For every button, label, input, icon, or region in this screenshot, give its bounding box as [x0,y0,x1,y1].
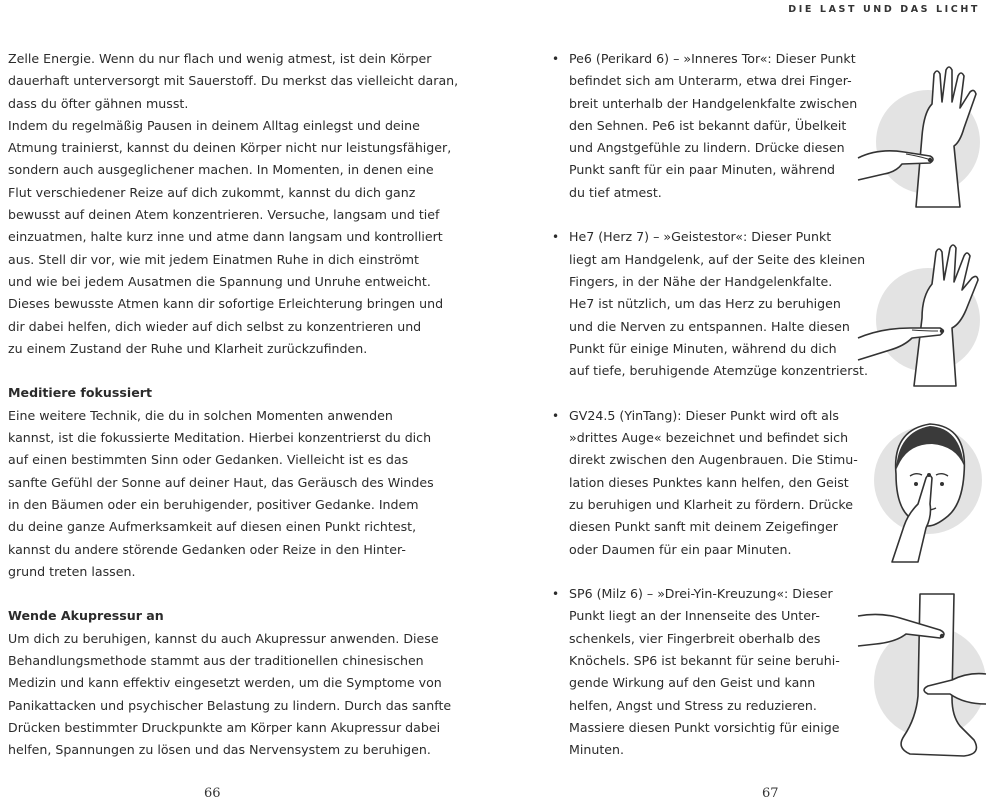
text-line: He7 (Herz 7) – »Geistestor«: Dieser Punkt [569,229,832,245]
text-line: in den Bäumen oder ein beruhigender, positiver Gedanke. Indem [8,496,419,512]
left-page [8,48,459,762]
text-line: dir dabei helfen, dich wieder auf dich selbst zu konzentrieren und [8,318,422,334]
leg-sp6-illustration-icon [856,586,996,762]
acupoint-he7 [552,226,868,382]
text-line: und Angstgefühle zu lindern. Drücke diesen [569,140,845,156]
text-line: den Sehnen. Pe6 ist bekannt dafür, Übelkeit [569,117,847,133]
text-line: einzuatmen, halte kurz inne und atme dann langsam und kontrolliert [8,229,443,245]
text-line: Medizin und kann effektiv eingesetzt werden, um die Symptome von [8,675,442,691]
acupoint-pe6 [552,48,858,204]
text-line: Punkt liegt an der Innenseite des Unter- [569,608,820,624]
acupoint-sp6 [552,583,847,761]
text-line: Punkt sanft für ein paar Minuten, während [569,162,836,178]
text-line: oder Daumen für ein paar Minuten. [569,541,792,557]
text-line: und die Nerven zu entspannen. Halte diesen [569,318,850,334]
text-line: breit unterhalb der Handgelenkfalte zwischen [569,95,858,111]
text-line: Massiere diesen Punkt vorsichtig für einige [569,719,840,735]
text-line: helfen, Angst und Stress zu reduzieren. [569,697,817,713]
text-line: Eine weitere Technik, die du in solchen Momenten anwenden [8,407,393,423]
text-line: He7 ist nützlich, um das Herz zu beruhigen [569,296,841,312]
text-line: Fingers, in der Nähe der Handgelenkfalte. [569,273,833,289]
acupoint-gv24-5 [552,405,858,561]
bullet-icon: • [552,230,560,245]
text-line: kannst du andere störende Gedanken oder Reize in den Hinter- [8,541,406,557]
intro-paragraph [8,48,459,360]
text-line: Minuten. [569,742,624,758]
text-line: du tief atmest. [569,184,662,200]
page-number-left: 66 [204,786,221,801]
text-line: kannst, ist die fokussierte Meditation. Hierbei konzentrierst du dich [8,430,432,446]
text-line: aus. Stell dir vor, wie mit jedem Einatmen Ruhe in dich einströmt [8,251,419,267]
text-line: auf tiefe, beruhigende Atemzüge konzentrierst. [569,363,868,379]
text-line: GV24.5 (YinTang): Dieser Punkt wird oft als [569,407,839,423]
text-line: Panikattacken und psychischer Belastung zu lindern. Durch das sanfte [8,697,452,713]
text-line: du deine ganze Aufmerksamkeit auf diesen einen Punkt richtest, [8,519,417,535]
text-line: Dieses bewusste Atmen kann dir sofortige Erleichterung bringen und [8,296,444,312]
running-title: DIE LAST UND DAS LICHT [788,4,980,15]
text-line: Um dich zu beruhigen, kannst du auch Akupressur anwenden. Diese [8,630,439,646]
text-line: dass du öfter gähnen musst. [8,95,189,111]
wrist-he7-illustration-icon [856,238,996,388]
bullet-icon: • [552,587,560,602]
forearm-pe6-illustration-icon [856,62,996,212]
section-heading-acupressure: Wende Akupressur an [8,608,164,624]
acupressure-paragraph [8,628,452,762]
section-heading-meditation: Meditiere fokussiert [8,385,152,401]
text-line: und wie bei jedem Ausatmen die Spannung und Unruhe entweicht. [8,273,431,289]
text-line: Drücken bestimmter Druckpunkte am Körper kann Akupressur dabei [8,719,441,735]
text-line: zu beruhigen und Klarheit zu fördern. Drücke [569,496,854,512]
bullet-icon: • [552,52,560,66]
right-page [552,48,868,762]
text-line: sanfte Gefühl der Sonne auf deiner Haut, das Geräusch des Windes [8,474,434,490]
face-yintang-illustration-icon [856,404,996,564]
text-line: Flut verschiedener Reize auf dich zukommt, kannst du dich ganz [8,184,416,200]
text-line: zu einem Zustand der Ruhe und Klarheit zurückzufinden. [8,340,368,356]
text-line: bewusst auf deinen Atem konzentrieren. Versuche, langsam und tief [8,207,440,223]
text-line: sondern auch ausgeglichener machen. In Momenten, in denen eine [8,162,434,178]
text-line: helfen, Spannungen zu lösen und das Nervensystem zu beruhigen. [8,742,431,758]
text-line: dauerhaft unterversorgt mit Sauerstoff. Du merkst das vielleicht daran, [8,73,459,89]
text-line: Behandlungsmethode stammt aus der traditionellen chinesischen [8,653,424,669]
text-line: grund treten lassen. [8,563,136,579]
bullet-icon: • [552,408,560,423]
text-line: direkt zwischen den Augenbrauen. Die Stimu- [569,452,858,468]
text-line: Indem du regelmäßig Pausen in deinem Alltag einlegst und deine [8,117,420,133]
page-number-right: 67 [762,786,779,801]
text-line: Zelle Energie. Wenn du nur flach und wenig atmest, ist dein Körper [8,51,432,66]
text-line: SP6 (Milz 6) – »Drei-Yin-Kreuzung«: Dieser [569,586,833,602]
text-line: auf einen bestimmten Sinn oder Gedanken. Vielleicht ist es das [8,452,409,468]
text-line: Punkt für einige Minuten, während du dich [569,340,837,356]
text-line: schenkels, vier Fingerbreit oberhalb des [569,630,821,646]
text-line: Knöchels. SP6 ist bekannt für seine beruhi- [569,653,840,669]
text-line: diesen Punkt sanft mit deinem Zeigefinger [569,519,838,535]
text-line: befindet sich am Unterarm, etwa drei Finger- [569,73,852,89]
meditation-paragraph [8,405,438,583]
text-line: »drittes Auge« bezeichnet und befindet sich [569,430,849,446]
text-line: Atmung trainierst, kannst du deinen Körper nicht nur leistungsfähiger, [8,140,452,156]
text-line: Pe6 (Perikard 6) – »Inneres Tor«: Dieser Punkt [569,51,856,66]
text-line: liegt am Handgelenk, auf der Seite des kleinen [569,251,866,267]
text-line: lation dieses Punktes kann helfen, den Geist [569,474,849,490]
text-line: gende Wirkung auf den Geist und kann [569,675,816,691]
